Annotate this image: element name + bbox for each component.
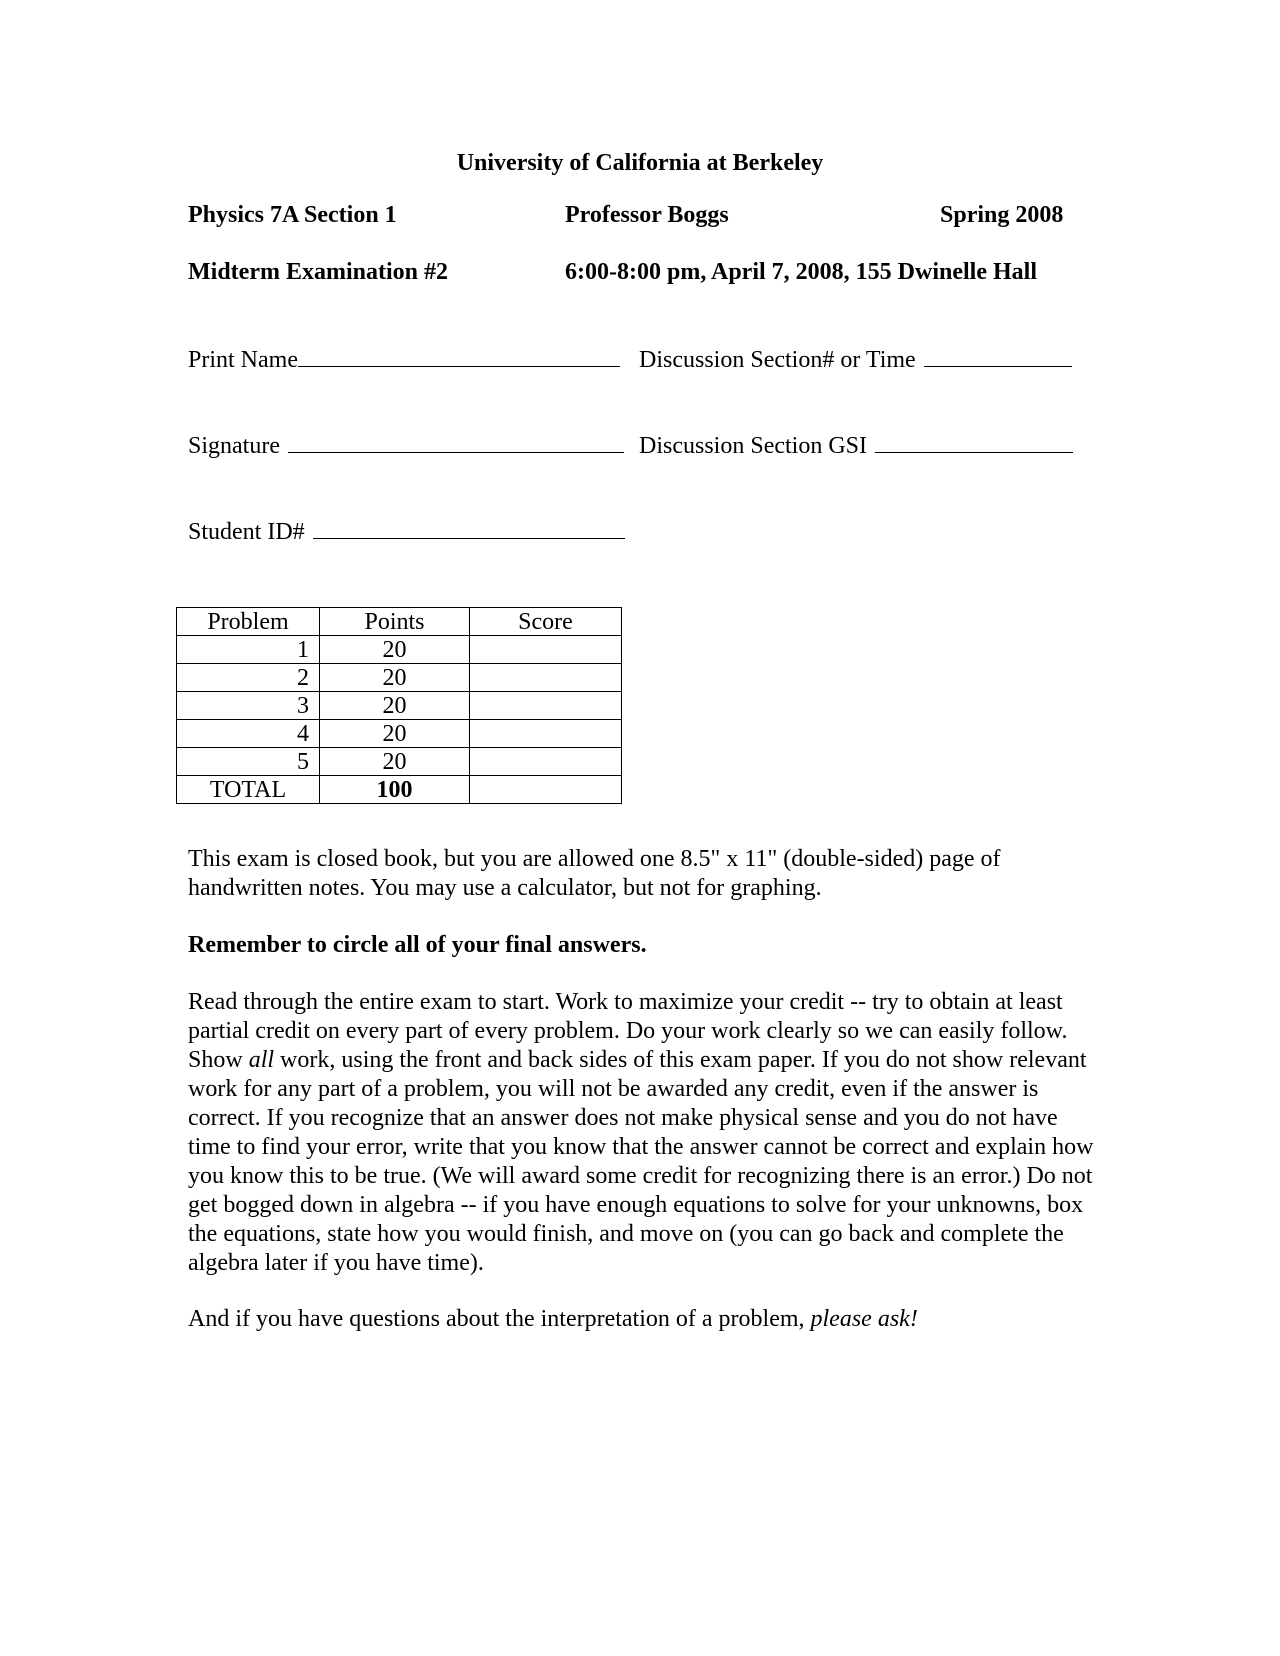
total-row [177,776,622,804]
problem-number: 1 [177,636,320,664]
problem-score[interactable] [470,636,622,664]
university-title: University of California at Berkeley [456,150,824,176]
problem-score[interactable] [470,692,622,720]
problem-points: 20 [320,720,470,748]
course-name: Physics 7A Section 1 [188,202,397,228]
table-row [177,664,622,692]
header-problem: Problem [177,608,320,636]
problem-score[interactable] [470,748,622,776]
problem-number: 4 [177,720,320,748]
print-name-label: Print Name [188,347,298,373]
problem-points: 20 [320,636,470,664]
problem-score[interactable] [470,664,622,692]
work-instructions-part-2: work, using the front and back sides of this exam paper. If you do not show relevant work for any part of a problem, you will not be awarded any credit, even if the answer is correct. If you recognize that an answer does not make physical sense and you do not have time to find your error, write that you know that the answer cannot be correct and explain how you know this to be true. (We will award some credit for recognizing there is an error.) Do not get bogged down in algebra -- if you have enough equations to solve for your unknowns, box the equations, state how you would finish, and move on (you can go back and complete the algebra later if you have time). [188,1047,1094,1276]
print-name-field [188,346,620,374]
term: Spring 2008 [940,202,1064,228]
signature-input[interactable] [288,432,624,453]
circle-answers-reminder: Remember to circle all of your final answers. [188,932,647,958]
exam-time-place: 6:00-8:00 pm, April 7, 2008, 155 Dwinelle Hall [565,259,1037,285]
header-score: Score [470,608,622,636]
total-label: TOTAL [177,776,320,804]
problem-points: 20 [320,692,470,720]
total-score[interactable] [470,776,622,804]
work-instructions-emphasis: all [248,1047,275,1073]
header-points: Points [320,608,470,636]
professor-name: Professor Boggs [565,202,729,228]
problem-points: 20 [320,748,470,776]
table-row [177,692,622,720]
print-name-input[interactable] [298,346,620,367]
problem-points: 20 [320,664,470,692]
signature-label: Signature [188,433,280,459]
score-table [176,607,622,804]
discussion-section-label: Discussion Section# or Time [639,347,916,373]
problem-score[interactable] [470,720,622,748]
student-id-label: Student ID# [188,519,305,545]
questions-note [188,1305,1098,1334]
questions-note-text: And if you have questions about the interpretation of a problem, [188,1306,811,1332]
please-ask-emphasis: please ask! [810,1306,918,1332]
student-id-input[interactable] [313,518,625,539]
student-id-field [188,518,625,546]
problem-number: 2 [177,664,320,692]
problem-number: 3 [177,692,320,720]
table-row [177,748,622,776]
gsi-field [639,432,1073,460]
signature-field [188,432,624,460]
work-instructions [188,988,1098,1278]
closed-book-note: This exam is closed book, but you are allowed one 8.5" x 11" (double-sided) page of handwritten notes. You may use a calculator, but not for graphing. [188,846,1001,901]
gsi-label: Discussion Section GSI [639,433,867,459]
problem-number: 5 [177,748,320,776]
discussion-section-field [639,346,1072,374]
discussion-section-input[interactable] [924,346,1072,367]
work-instructions-part-1: Read through the entire exam to start. Work to maximize your credit -- try to obtain at least partial credit on every part of every problem. Do your work clearly so we can easily follow. Show [188,989,1068,1073]
score-table-header [177,608,622,636]
table-row [177,720,622,748]
table-row [177,636,622,664]
gsi-input[interactable] [875,432,1073,453]
exam-title: Midterm Examination #2 [188,259,448,285]
total-points: 100 [320,776,470,804]
